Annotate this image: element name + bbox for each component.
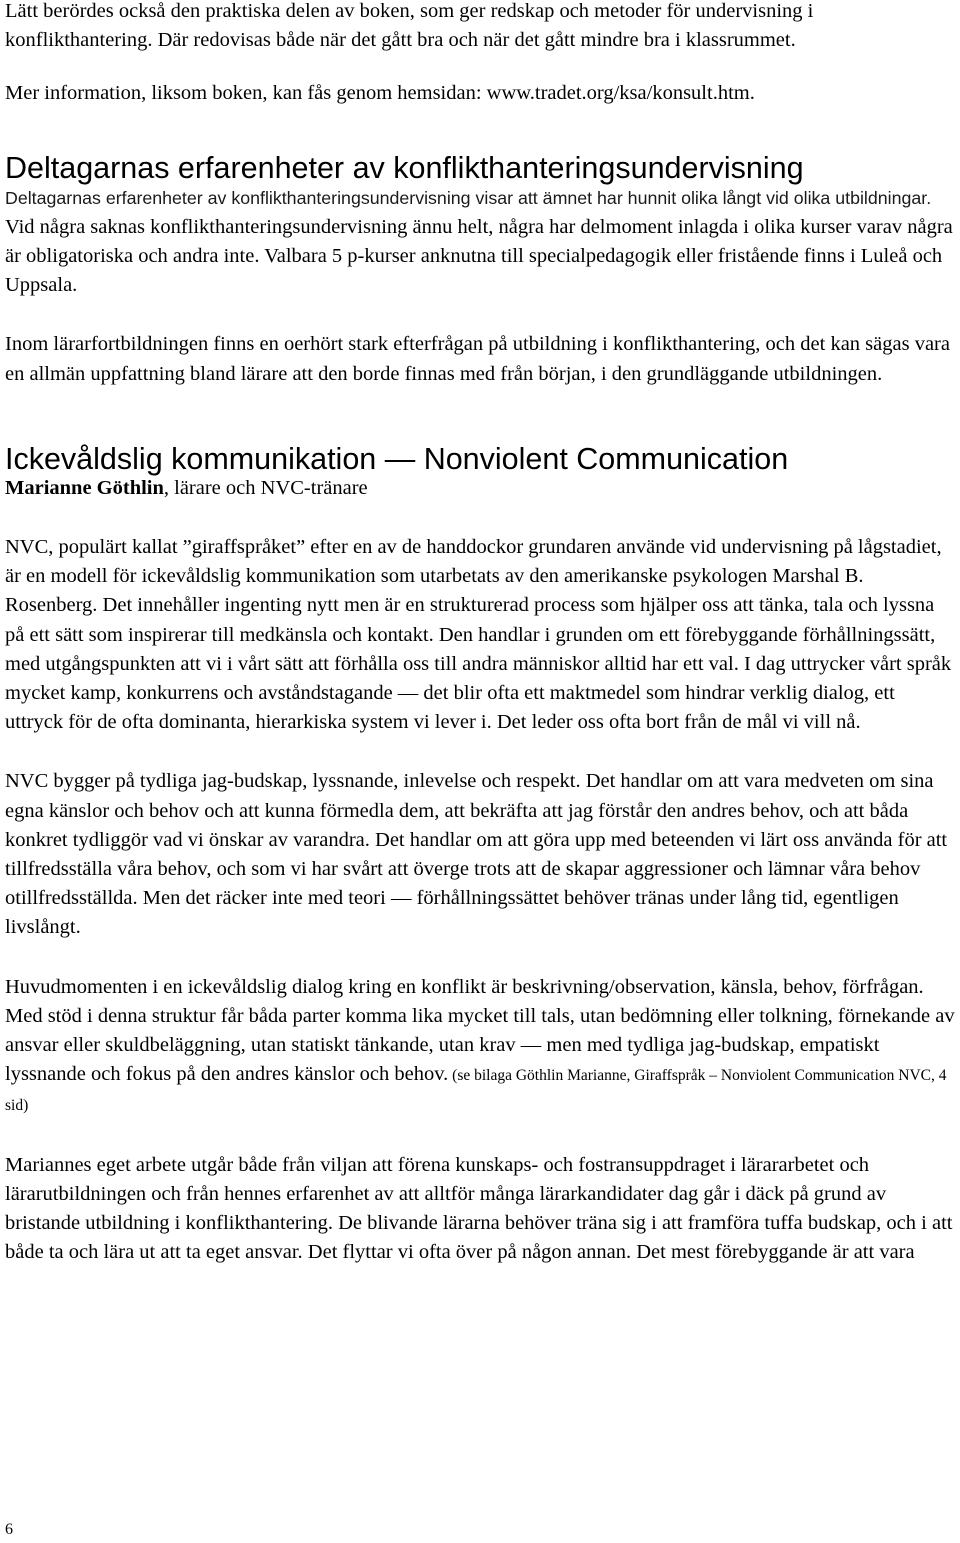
experiences-body-text: Vid några saknas konflikthanteringsundervisning ännu helt, några har delmoment inlagda i olika kurser varav några är obligatoriska och andra inte. Valbara 5 p-kurser anknutna till specialpedagogik eller fristående finns i Luleå och Uppsala.	[5, 215, 953, 297]
document-page	[5, 0, 957, 1268]
continuing-education-paragraph: Inom lärarfortbildningen finns en oerhört stark efterfrågan på utbildning i konflikthantering, och det kan sägas vara en allmän uppfattning bland lärare att den borde finnas med från början, i den grundläggande utbildningen.	[5, 333, 950, 385]
section-heading-experiences: Deltagarnas erfarenheter av konflikthanteringsundervisning	[5, 150, 804, 185]
nvc-principles-paragraph: NVC bygger på tydliga jag-budskap, lyssnande, inlevelse och respekt. Det handlar om att vara medveten om sina egna känslor och behov och att kunna förmedla dem, att bekräfta att jag förstår den andres behov, och att båda konkret tydliggör vad vi önskar av varandra. Det handlar om att göra upp med beteenden vi lärt oss använda för att tillfredsställa våra behov, och som vi har svårt att överge trots att de skapar aggressioner och lämnar våra behov otillfredsställda. Men det räcker inte med teori — förhållningssättet behöver tränas under lång tid, egentligen livslångt.	[5, 770, 948, 939]
nvc-dialogue-text: Huvudmomenten i en ickevåldslig dialog kring en konflikt är beskrivning/observation, känsla, behov, förfrågan. Med stöd i denna struktur får båda parter komma lika mycket till tals, utan bedömning eller tolkning, förnekande av ansvar eller skuldbeläggning, utan statiskt tänkande, utan krav — men med tydliga jag-budskap, empatiskt lyssnande och fokus på den andres känslor och behov.	[5, 975, 955, 1086]
experiences-lead-text: Deltagarnas erfarenheter av konflikthanteringsundervisning visar att ämnet har hunnit olika långt vid olika utbildningar.	[5, 187, 932, 208]
experiences-paragraph	[5, 184, 957, 301]
mariannes-work-paragraph: Mariannes eget arbete utgår både från viljan att förena kunskaps- och fostransuppdraget i lärararbetet och lärarutbildningen och från hennes erfarenhet av att alltför många lärarkandidater dag går i däck på grund av bristande utbildning i konflikthantering. De blivande lärarna behöver träna sig i att framföra tuffa budskap, och i att både ta och lära ut att ta eget ansvar. Det flyttar vi ofta över på någon annan. Det mest förebyggande är att vara	[5, 1153, 953, 1264]
author-role: , lärare och NVC-tränare	[163, 476, 368, 499]
appendix-reference: (se bilaga Göthlin Marianne, Giraffspråk – Nonviolent Communication NVC, 4 sid)	[5, 1067, 947, 1115]
nvc-dialogue-paragraph	[5, 973, 957, 1121]
intro-paragraph: Lätt berördes också den praktiska delen av boken, som ger redskap och metoder för undervisning i konflikthantering. Där redovisas både när det gått bra och när det gått mindre bra i klassrummet.	[5, 0, 814, 52]
section-heading-nvc: Ickevåldslig kommunikation — Nonviolent Communication	[5, 441, 789, 476]
intro-link-paragraph: Mer information, liksom boken, kan fås genom hemsidan: www.tradet.org/ksa/konsult.htm.	[5, 82, 755, 105]
author-name: Marianne Göthlin	[5, 476, 164, 499]
page-number: 6	[5, 1521, 13, 1538]
nvc-intro-paragraph: NVC, populärt kallat ”giraffspråket” efter en av de handdockor grundaren använde vid undervisning på lågstadiet, är en modell för ickevåldslig kommunikation som utarbetats av den amerikanske psykologen Marshal B. Rosenberg. Det innehåller ingenting nytt men är en strukturerad process som hjälper oss att tänka, tala och lyssna på ett sätt som inspirerar till medkänsla och kontakt. Den handlar i grunden om ett förebyggande förhållningssätt, med utgångspunkten att vi i vårt sätt att förhålla oss till andra människor alltid har ett val. I dag uttrycker vårt språk mycket kamp, konkurrens och avståndstagande — det blir ofta ett maktmedel som hindrar verklig dialog, ett uttryck för de ofta dominanta, hierarkiska system vi lever i. Det leder oss ofta bort från de mål vi vill nå.	[5, 536, 952, 734]
